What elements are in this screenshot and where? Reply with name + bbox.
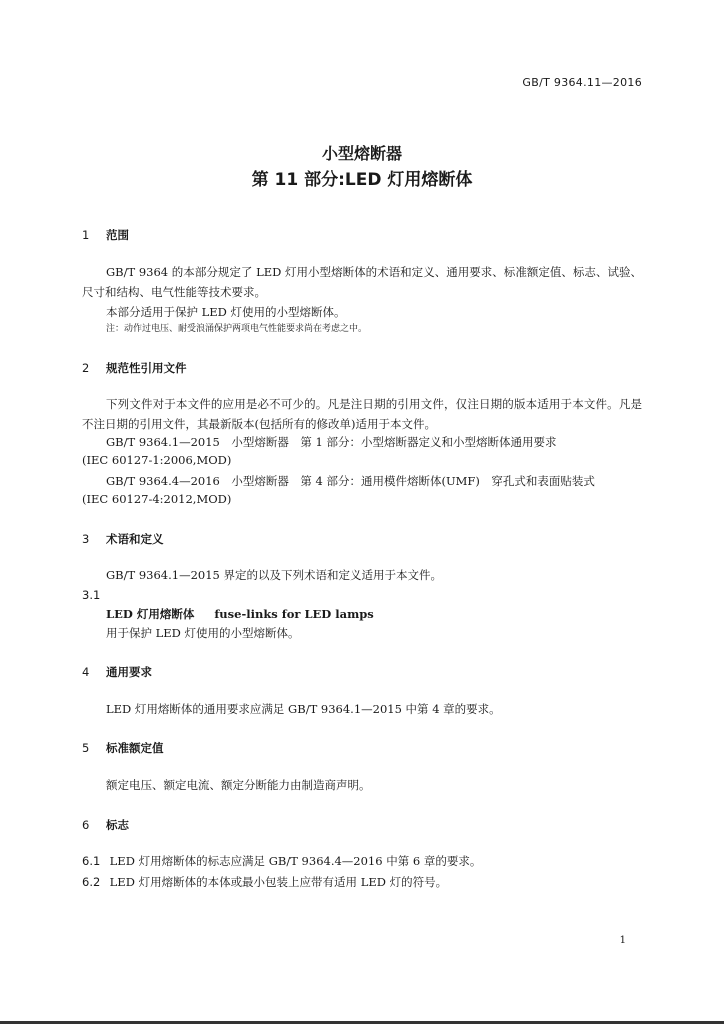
term-entry bbox=[106, 606, 374, 622]
section-title: 标志 bbox=[106, 818, 130, 832]
section-1-paragraph-1: GB/T 9364 的本部分规定了 LED 灯用小型熔断体的术语和定义、通用要求、标准额定值、标志、试验、尺寸和结构、电气性能等技术要求。 bbox=[82, 265, 642, 299]
clause-number: 6.1 bbox=[82, 854, 101, 868]
term-english: fuse-links for LED lamps bbox=[214, 607, 374, 621]
section-4-paragraph-1: LED 灯用熔断体的通用要求应满足 GB/T 9364.1—2015 中第 4 章的要求。 bbox=[106, 702, 501, 716]
clause-6-2 bbox=[82, 874, 447, 890]
clause-text: LED 灯用熔断体的本体或最小包装上应带有适用 LED 灯的符号。 bbox=[109, 875, 448, 889]
section-5-paragraph-1: 额定电压、额定电流、额定分断能力由制造商声明。 bbox=[106, 778, 371, 792]
standard-code: GB/T 9364.11—2016 bbox=[522, 76, 642, 89]
section-number: 5 bbox=[82, 741, 90, 755]
section-5-heading bbox=[82, 740, 164, 756]
section-1-note: 注：动作过电压、耐受浪涌保护两项电气性能要求尚在考虑之中。 bbox=[106, 324, 368, 334]
section-1-paragraph-2: 本部分适用于保护 LED 灯使用的小型熔断体。 bbox=[106, 305, 346, 319]
clause-number: 6.2 bbox=[82, 875, 101, 889]
section-number: 3 bbox=[82, 532, 90, 546]
section-title: 术语和定义 bbox=[106, 532, 164, 546]
clause-6-1 bbox=[82, 853, 481, 869]
document-subtitle: 第 11 部分:LED 灯用熔断体 bbox=[251, 170, 473, 190]
section-4-heading bbox=[82, 664, 152, 680]
section-title: 规范性引用文件 bbox=[106, 361, 187, 375]
section-number: 6 bbox=[82, 818, 90, 832]
section-title: 通用要求 bbox=[106, 665, 153, 679]
section-3-heading bbox=[82, 531, 164, 547]
section-2-heading bbox=[82, 360, 187, 376]
reference-2-line-2: (IEC 60127-4:2012,MOD) bbox=[82, 492, 232, 506]
term-definition: 用于保护 LED 灯使用的小型熔断体。 bbox=[106, 626, 300, 640]
clause-text: LED 灯用熔断体的标志应满足 GB/T 9364.4—2016 中第 6 章的要求。 bbox=[109, 854, 482, 868]
section-2-paragraph-1: 下列文件对于本文件的应用是必不可少的。凡是注日期的引用文件，仅注日期的版本适用于本文件。凡是不注日期的引用文件，其最新版本(包括所有的修改单)适用于本文件。 bbox=[82, 397, 642, 431]
section-title: 标准额定值 bbox=[106, 741, 164, 755]
section-3-paragraph-1: GB/T 9364.1—2015 界定的以及下列术语和定义适用于本文件。 bbox=[106, 568, 442, 582]
section-1-heading bbox=[82, 227, 129, 243]
page-number: 1 bbox=[619, 935, 626, 946]
section-number: 2 bbox=[82, 361, 90, 375]
subsection-3-1-number: 3.1 bbox=[82, 588, 101, 602]
section-number: 1 bbox=[82, 228, 90, 242]
reference-1-line-1: GB/T 9364.1—2015 小型熔断器 第 1 部分：小型熔断器定义和小型熔断体通用要求 bbox=[106, 435, 557, 449]
reference-1-line-2: (IEC 60127-1:2006,MOD) bbox=[82, 453, 232, 467]
document-title: 小型熔断器 bbox=[321, 144, 402, 163]
section-number: 4 bbox=[82, 665, 90, 679]
section-title: 范围 bbox=[106, 228, 130, 242]
section-6-heading bbox=[82, 817, 129, 833]
term-chinese: LED 灯用熔断体 bbox=[106, 607, 195, 621]
reference-2-line-1: GB/T 9364.4—2016 小型熔断器 第 4 部分：通用模件熔断体(UMF) 穿孔式和表面贴装式 bbox=[106, 474, 595, 488]
